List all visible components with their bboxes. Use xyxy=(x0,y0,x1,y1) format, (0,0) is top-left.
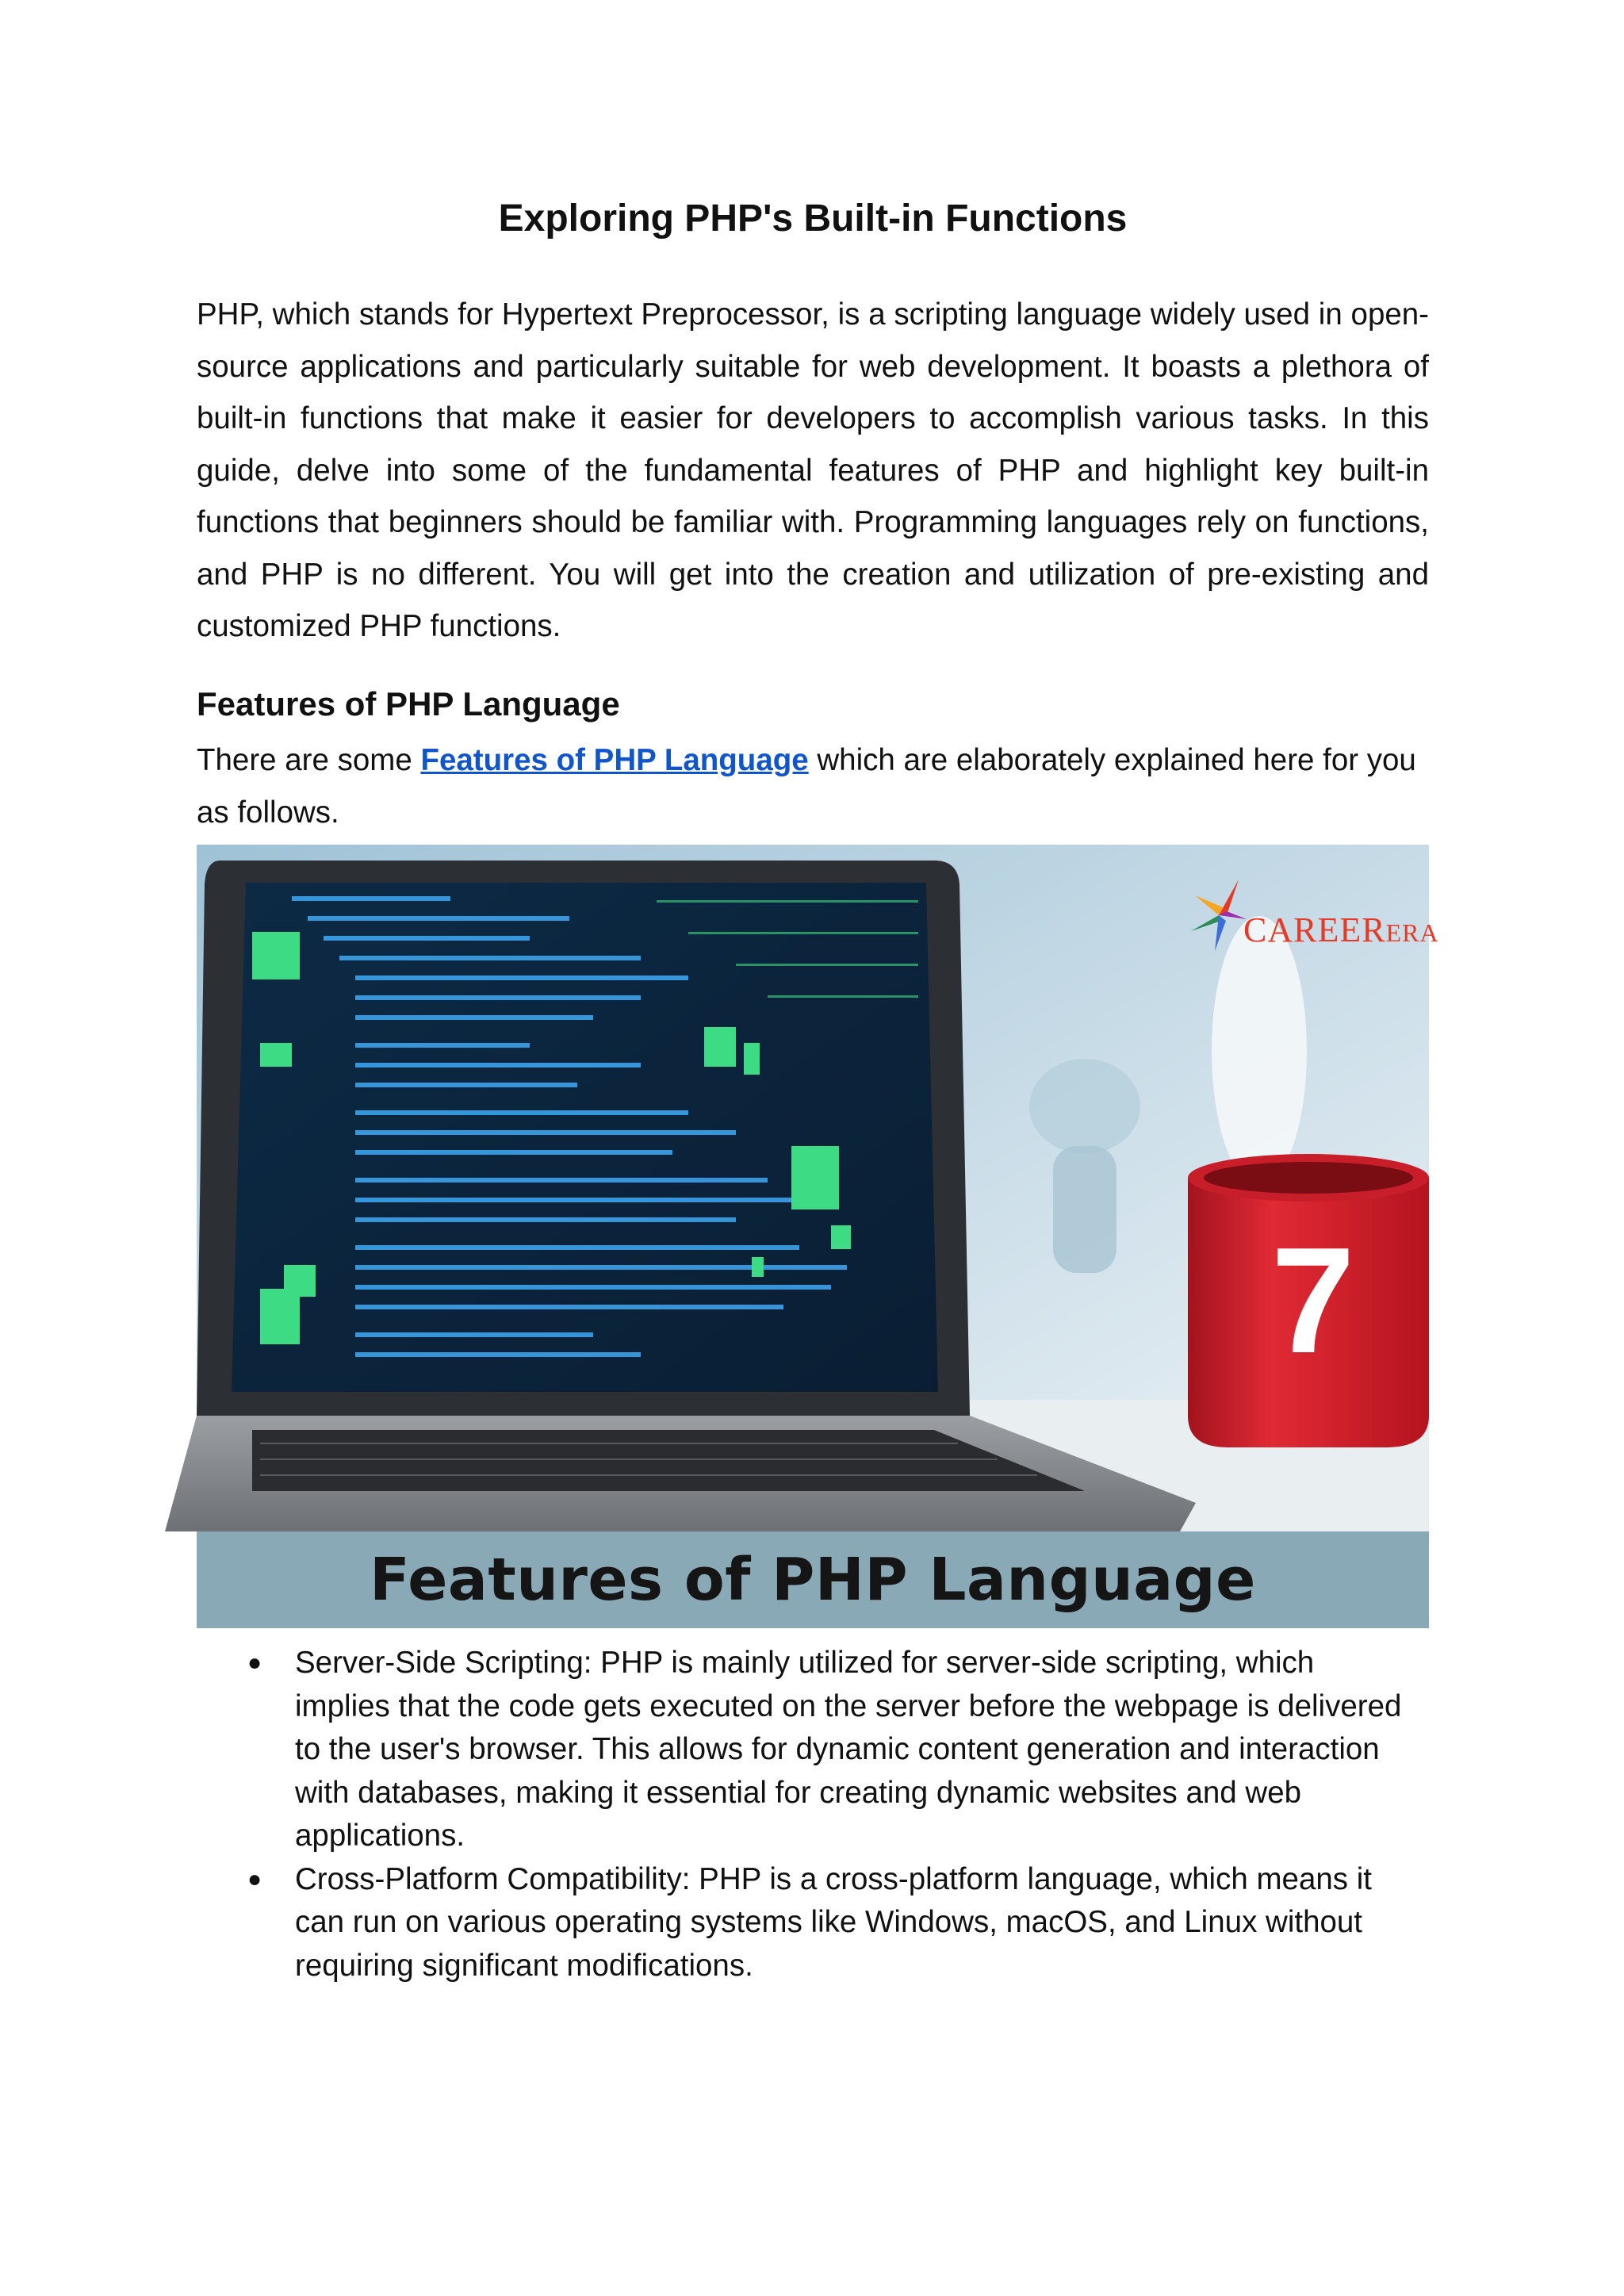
logo-suffix: ERA xyxy=(1385,918,1439,947)
list-item-text: Cross-Platform Compatibility: PHP is a cross-platform language, which means it can run on various operating systems like Windows, macOS, and Linux without requiring significant modifications. xyxy=(295,1861,1372,1983)
list-item xyxy=(197,1642,1413,1858)
section-heading: Features of PHP Language xyxy=(197,685,620,723)
careerera-logo xyxy=(1191,872,1439,959)
bullet-marker: ● xyxy=(247,1865,262,1892)
list-item-text: Server-Side Scripting: PHP is mainly utilized for server-side scripting, which implies that the code gets executed on the server before the webpage is delivered to the user's browser. This allows for dynamic content generation and interaction with databases, making it essential for creating dynamic websites and web applications. xyxy=(295,1646,1402,1853)
mug-number: 7 xyxy=(1271,1217,1355,1385)
features-image xyxy=(197,845,1439,1628)
lead-text-after: which are elaborately explained here for you as follows. xyxy=(197,743,1416,830)
list-item xyxy=(197,1858,1413,1988)
features-link[interactable]: Features of PHP Language xyxy=(420,743,809,777)
intro-paragraph: PHP, which stands for Hypertext Preprocessor, is a scripting language widely used in open-source applications and particularly suitable for web development. It boasts a plethora of built-in functions that make it easier for developers to accomplish various tasks. In this guide, delve into some of the fundamental features of PHP and highlight key built-in functions that beginners should be familiar with. Programming languages rely on functions, and PHP is no different. You will get into the creation and utilization of pre-existing and customized PHP functions. xyxy=(197,297,1429,643)
lead-paragraph xyxy=(197,734,1429,838)
lead-text-before: There are some xyxy=(197,743,421,777)
features-list xyxy=(197,1642,1429,1987)
bullet-marker: ● xyxy=(247,1650,262,1676)
document-title: Exploring PHP's Built-in Functions xyxy=(498,197,1128,240)
logo-star-icon xyxy=(1191,872,1247,959)
logo-text: CAREER xyxy=(1243,910,1386,949)
image-banner: Features of PHP Language xyxy=(197,1531,1429,1628)
